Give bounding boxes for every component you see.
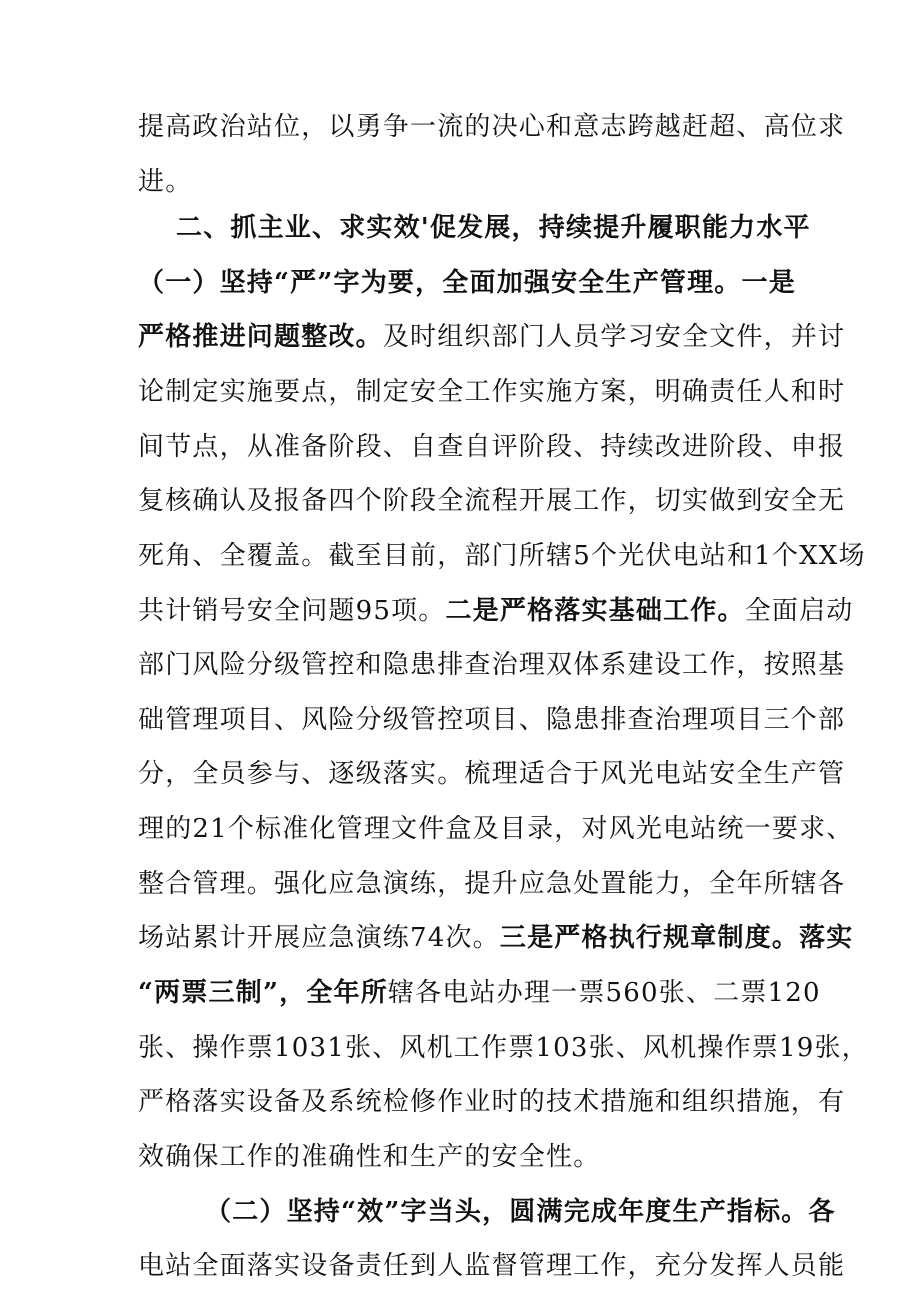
section-2-line-2: 电站全面落实设备责任到人监督管理工作，充分发挥人员能: [138, 1251, 846, 1281]
section-1-line-3: 论制定实施要点，制定安全工作实施方案，明确责任人和时: [138, 377, 846, 407]
section-1-line-6: 死角、全覆盖。截至目前，部门所辖5个光伏电站和1个XX场: [138, 541, 866, 571]
section-1-line-14: [138, 974, 821, 1012]
section-2-line-1: （二）坚持“效”字当头，圆满完成年度生产指标。各: [205, 1197, 836, 1227]
section-1-line-11: 理的21个标准化管理文件盒及目录，对风光电站统一要求、: [138, 814, 854, 844]
section-1-line-1: （一）坚持“严”字为要，全面加强安全生产管理。一是: [138, 268, 796, 298]
section-1-line-9: 础管理项目、风险分级管控项目、隐患排查治理项目三个部: [138, 705, 846, 735]
paragraph-1-line-2: 进。: [138, 167, 193, 197]
section-1-line-2: [138, 318, 845, 356]
section-1-line-10: 分，全员参与、逐级落实。梳理适合于风光电站安全生产管: [138, 759, 846, 789]
section-1-line-7: [138, 592, 854, 630]
section-1-line-13: [138, 919, 854, 957]
paragraph-1-line-1: 提高政治站位，以勇争一流的决心和意志跨越赶超、高位求: [138, 112, 846, 142]
bold-phrase: 二是严格落实基础工作。: [445, 596, 745, 626]
section-1-line-15: 张、操作票1031张、风机工作票103张、风机操作票19张，: [138, 1033, 869, 1063]
section-1-line-12: 整合管理。强化应急演练，提升应急处置能力，全年所辖各: [138, 869, 846, 899]
text-run: 全面启动: [744, 596, 854, 626]
section-1-line-17: 效确保工作的准确性和生产的安全性。: [138, 1142, 601, 1172]
section-heading-2: 二、抓主业、求实效'促发展，持续提升履职能力水平: [176, 213, 811, 243]
bold-phrase: 严格推进问题整改。: [138, 322, 383, 352]
text-run: 辖各电站办理一票560张、二票120: [387, 978, 821, 1008]
section-1-line-16: 严格落实设备及系统检修作业时的技术措施和组织措施，有: [138, 1087, 846, 1117]
section-1-line-4: 间节点，从准备阶段、自查自评阶段、持续改进阶段、申报: [138, 432, 846, 462]
bold-phrase: 三是严格执行规章制度。落实: [499, 923, 854, 953]
text-run: 共计销号安全问题95项。: [138, 596, 446, 626]
section-1-line-8: 部门风险分级管控和隐患排查治理双体系建设工作，按照基: [138, 650, 846, 680]
text-run: 场站累计开展应急演练74次。: [138, 923, 500, 953]
section-1-line-5: 复核确认及报备四个阶段全流程开展工作，切实做到安全无: [138, 486, 846, 516]
text-run: 及时组织部门人员学习安全文件，并讨: [382, 322, 846, 352]
bold-phrase: “两票三制”，全年所: [138, 978, 388, 1008]
